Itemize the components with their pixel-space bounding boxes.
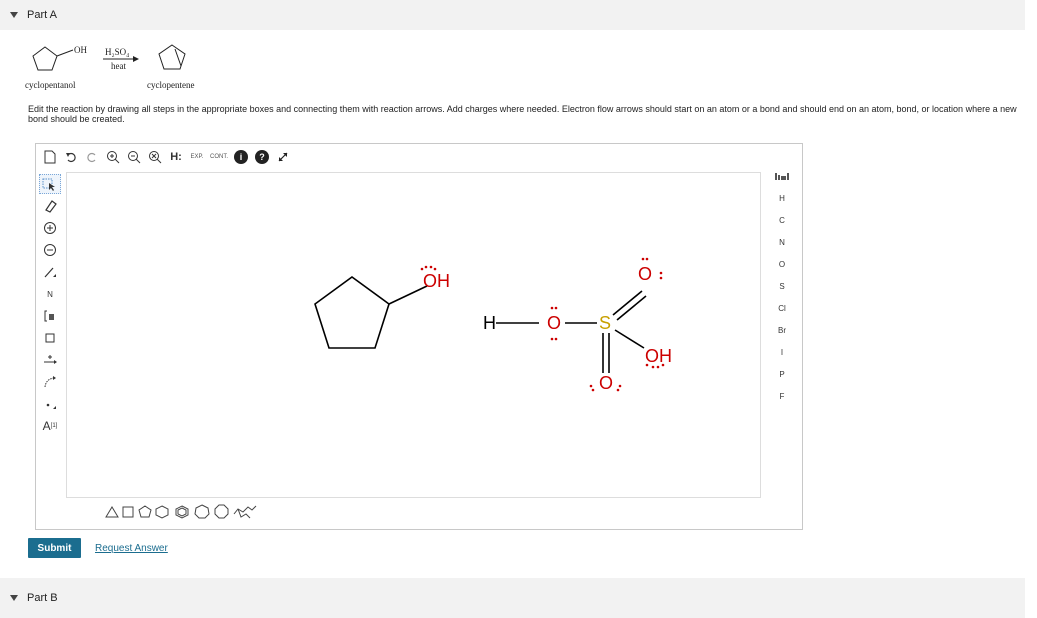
element-s-button[interactable]: S	[779, 282, 785, 291]
reactant-name: cyclopentanol	[25, 80, 76, 90]
zoom-out-icon[interactable]	[126, 148, 142, 166]
product-name: cyclopentene	[147, 80, 195, 90]
new-document-icon[interactable]	[42, 148, 58, 166]
bracket-tool-icon[interactable]	[39, 306, 61, 326]
cyclopentane-template-icon	[139, 506, 151, 517]
cyclopropane-template-icon	[106, 507, 118, 517]
a-label: A	[42, 419, 51, 433]
element-c-button[interactable]: C	[779, 216, 785, 225]
s-atom-label[interactable]: S	[599, 313, 612, 333]
element-f-button[interactable]: F	[779, 392, 785, 401]
element-cl-button[interactable]: Cl	[778, 304, 786, 313]
condition-label: heat	[111, 61, 126, 71]
canvas-drawing	[67, 173, 762, 499]
atom-tool-n[interactable]	[39, 284, 61, 304]
expand-button[interactable]: EXP.	[190, 154, 204, 160]
negative-charge-icon[interactable]	[39, 240, 61, 260]
part-b-header[interactable]	[0, 578, 1025, 618]
c-o-bond	[389, 286, 427, 304]
oh-bond	[57, 50, 73, 56]
electron-flow-arrow-icon[interactable]	[39, 372, 61, 392]
explicit-hydrogens-button[interactable]: H:	[170, 151, 182, 163]
request-answer-link[interactable]: Request Answer	[95, 543, 168, 554]
cyclooctane-template-icon	[215, 505, 228, 518]
cyclopentene-double-bond	[175, 49, 181, 66]
chair-template-icon	[234, 506, 256, 518]
fullscreen-icon[interactable]	[275, 148, 291, 166]
element-i-button[interactable]: I	[780, 348, 784, 357]
reagent-label: H₂SO₄	[105, 47, 130, 57]
periodic-table-icon[interactable]	[762, 170, 802, 188]
help-label: ?	[255, 150, 269, 164]
cycloheptane-template-icon	[195, 505, 209, 518]
reaction-arrowhead	[133, 56, 139, 62]
s-oh-bond	[615, 330, 644, 348]
part-b-label: Part B	[27, 592, 58, 604]
sulfuric-oh-label[interactable]: OH	[645, 346, 672, 366]
n-label: N	[47, 289, 53, 299]
redo-icon[interactable]	[84, 148, 100, 166]
undo-icon[interactable]	[63, 148, 79, 166]
element-palette	[762, 170, 802, 440]
part-a-label: Part A	[27, 9, 57, 21]
eraser-icon[interactable]	[39, 196, 61, 216]
info-icon[interactable]: i	[233, 148, 249, 166]
cyclobutane-template-icon	[123, 507, 133, 517]
ring-templates	[66, 500, 266, 524]
submit-button[interactable]: Submit	[28, 538, 81, 558]
drawing-canvas[interactable]	[66, 172, 761, 498]
collapse-triangle-icon	[10, 595, 18, 601]
reaction-arrow-tool-icon[interactable]	[39, 350, 61, 370]
contract-button[interactable]: CONT.	[210, 154, 228, 160]
rectangle-tool-icon[interactable]	[39, 328, 61, 348]
o-bottom-label[interactable]: O	[599, 373, 614, 393]
cyclopentanol-ring	[33, 47, 57, 70]
lone-pair-tool-icon[interactable]	[39, 394, 61, 414]
element-h-button[interactable]: H	[779, 194, 785, 203]
alcohol-oh-label[interactable]: OH	[423, 271, 450, 291]
single-bond-tool-icon[interactable]	[39, 262, 61, 282]
element-o-button[interactable]: O	[778, 260, 786, 269]
a-sup: [1]	[50, 423, 58, 429]
top-toolbar	[36, 144, 802, 170]
part-a-header[interactable]	[0, 0, 1025, 30]
benzene-template-icon	[176, 506, 188, 518]
cyclohexane-template-icon	[156, 506, 168, 518]
cyclopentane-ring	[315, 277, 389, 348]
left-toolbar	[36, 174, 64, 474]
o-top-label[interactable]: O	[638, 264, 653, 284]
element-br-button[interactable]: Br	[778, 326, 786, 335]
help-icon[interactable]	[254, 148, 270, 166]
reaction-scheme	[25, 37, 275, 93]
drawing-editor	[35, 143, 803, 530]
element-n-button[interactable]: N	[779, 238, 785, 247]
collapse-triangle-icon	[10, 12, 18, 18]
positive-charge-icon[interactable]	[39, 218, 61, 238]
substituent-oh: OH	[74, 45, 87, 55]
o-atom-label[interactable]: O	[547, 313, 562, 333]
ring-template-toolbar	[66, 500, 266, 524]
h-atom-label[interactable]: H	[483, 313, 496, 333]
select-tool-icon[interactable]	[39, 174, 61, 194]
zoom-in-icon[interactable]	[105, 148, 121, 166]
text-tool-a[interactable]	[39, 416, 61, 436]
element-p-button[interactable]: P	[779, 370, 785, 379]
instructions-text: Edit the reaction by drawing all steps in the appropriate boxes and connecting them with reaction arrows. Add charges where needed. Electron flow arrows should start on an atom or a bond and should end on an atom, bond, or location where a new bond should be created.	[28, 104, 1017, 124]
zoom-fit-icon[interactable]	[147, 148, 163, 166]
